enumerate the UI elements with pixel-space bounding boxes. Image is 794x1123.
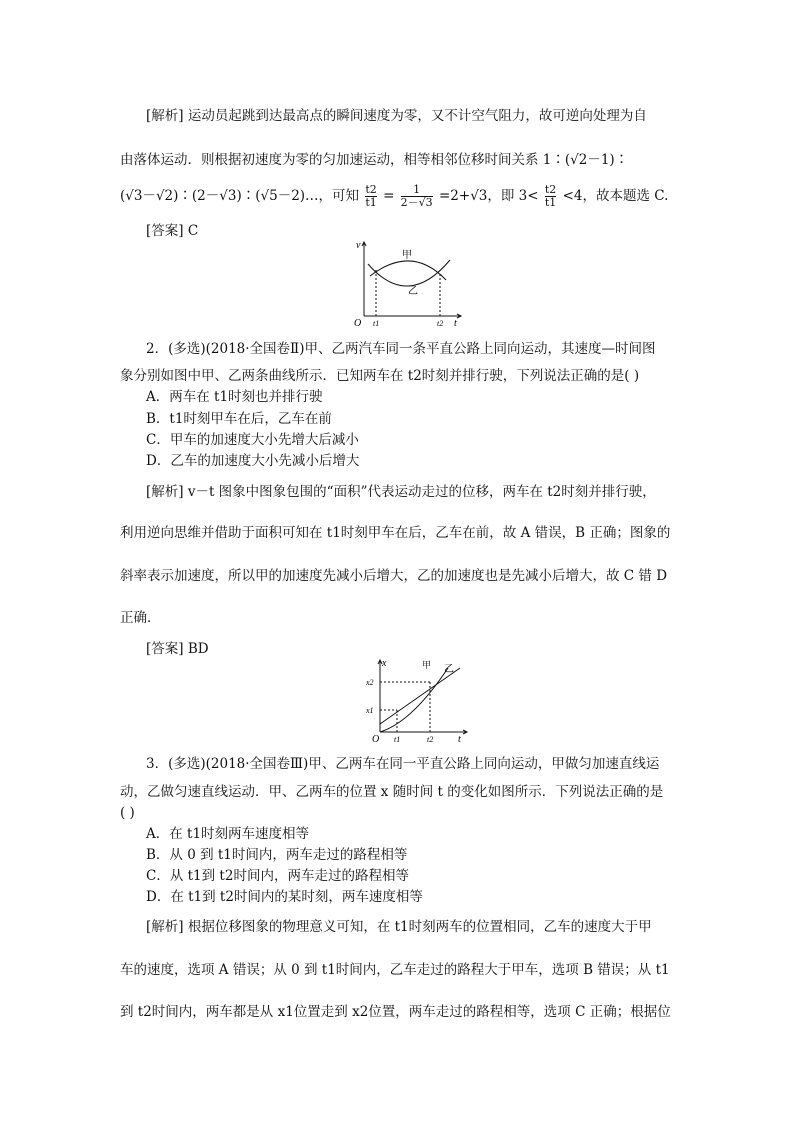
x2-label: x2 xyxy=(366,678,374,687)
t-axis-label: t xyxy=(458,734,461,745)
t1-label: t1 xyxy=(373,319,380,328)
q3-explanation-3: 到 t2时间内，两车都是从 x1位置走到 x2位置，两车走过的路程相等，选项 C 正确；根据位 xyxy=(120,1004,671,1020)
q3-option-c: C．从 t1到 t2时间内，两车走过的路程相等 xyxy=(146,868,409,884)
fraction-t2-t1-b: $\frac{t2}{t1}$ xyxy=(544,183,557,209)
label-yi: 乙 xyxy=(408,286,418,297)
q3-stem3: ( ) xyxy=(120,805,135,821)
origin-label: O xyxy=(372,734,380,745)
t1-label: t1 xyxy=(394,735,401,744)
q3-explanation-2: 车的速度，选项 A 错误；从 0 到 t1时间内，乙车走过的路程大于甲车，选项 B 错误；从 t1 xyxy=(120,962,670,978)
p1-line2: 由落体运动．则根据初速度为零的匀加速运动，相等相邻位移时间关系 1∶(√2－1)∶ xyxy=(120,152,629,168)
curve-yi xyxy=(368,260,450,286)
q2-explanation-1: [解析] v－t 图象中图象包围的“面积”代表运动走过的位移，两车在 t2时刻并排行驶， xyxy=(146,484,656,500)
label-yi: 乙 xyxy=(444,664,454,675)
label-jia: 甲 xyxy=(422,660,432,670)
x1-label: x1 xyxy=(366,706,374,715)
fraction-1-over-2-root3: $\frac{1}{2-√3}$ xyxy=(400,183,433,209)
q2-option-b: B．t1时刻甲车在后，乙车在前 xyxy=(146,411,332,427)
p1-line3: (√3－√2)∶(2－√3)∶(√5－2)…，可知 $\frac{t2}{t1}$ = $\frac{1}{2-√3}$ =2+√3，即 3< $\frac{t2}{t1}$ <4，故本题选 C. xyxy=(120,183,669,209)
q3-explanation-1: [解析] 根据位移图象的物理意义可知，在 t1时刻两车的位置相同，乙车的速度大于甲 xyxy=(146,919,652,935)
t2-label: t2 xyxy=(427,735,434,744)
q3-option-d: D．在 t1到 t2时间内的某时刻，两车速度相等 xyxy=(146,889,423,905)
q2-option-c: C．甲车的加速度大小先增大后减小 xyxy=(146,432,359,448)
p1-line1: [解析] 运动员起跳到达最高点的瞬间速度为零，又不计空气阻力，故可逆向处理为自 xyxy=(146,108,647,124)
q3-option-a: A．在 t1时刻两车速度相等 xyxy=(146,826,310,842)
v-axis-label: v xyxy=(356,240,361,251)
fraction-t2-t1: $\frac{t2}{t1}$ xyxy=(365,183,377,209)
t2-label: t2 xyxy=(437,319,444,328)
x-axis-label: x xyxy=(382,658,387,669)
q2-stem2: 象分别如图中甲、乙两条曲线所示．已知两车在 t2时刻并排行驶，下列说法正确的是( ) xyxy=(120,368,640,384)
q3-stem1: 3．(多选)(2018·全国卷Ⅲ)甲、乙两车在同一平直公路上同向运动，甲做匀加速直线运 xyxy=(146,756,660,772)
q2-answer: [答案] BD xyxy=(146,641,209,657)
q2-option-a: A．两车在 t1时刻也并排行驶 xyxy=(146,389,323,405)
p1-answer: [答案] C xyxy=(146,223,199,239)
q2-option-d: D．乙车的加速度大小先减小后增大 xyxy=(146,453,360,469)
q2-explanation-4: 正确． xyxy=(120,610,161,626)
t-axis-label: t xyxy=(454,318,457,329)
label-jia: 甲 xyxy=(402,250,412,261)
q3-option-b: B．从 0 到 t1时间内，两车走过的路程相等 xyxy=(146,847,408,863)
q3-stem2: 动，乙做匀速直线运动．甲、乙两车的位置 x 随时间 t 的变化如图所示．下列说法正确的是 xyxy=(120,784,664,800)
position-time-figure xyxy=(360,656,472,746)
origin-label: O xyxy=(354,318,362,329)
q2-explanation-3: 斜率表示加速度，所以甲的加速度先减小后增大，乙的加速度也是先减小后增大，故 C 错 D xyxy=(120,568,668,584)
velocity-time-figure xyxy=(352,238,464,330)
q2-explanation-2: 利用逆向思维并借助于面积可知在 t1时刻甲车在后，乙车在前，故 A 错误，B 正确；图象的 xyxy=(120,525,671,541)
jiexi-tag: [解析] xyxy=(146,108,184,124)
line-yi xyxy=(380,668,460,724)
q2-stem1: 2．(多选)(2018·全国卷Ⅱ)甲、乙两汽车同一条平直公路上同向运动，其速度—时间图 xyxy=(146,341,656,357)
